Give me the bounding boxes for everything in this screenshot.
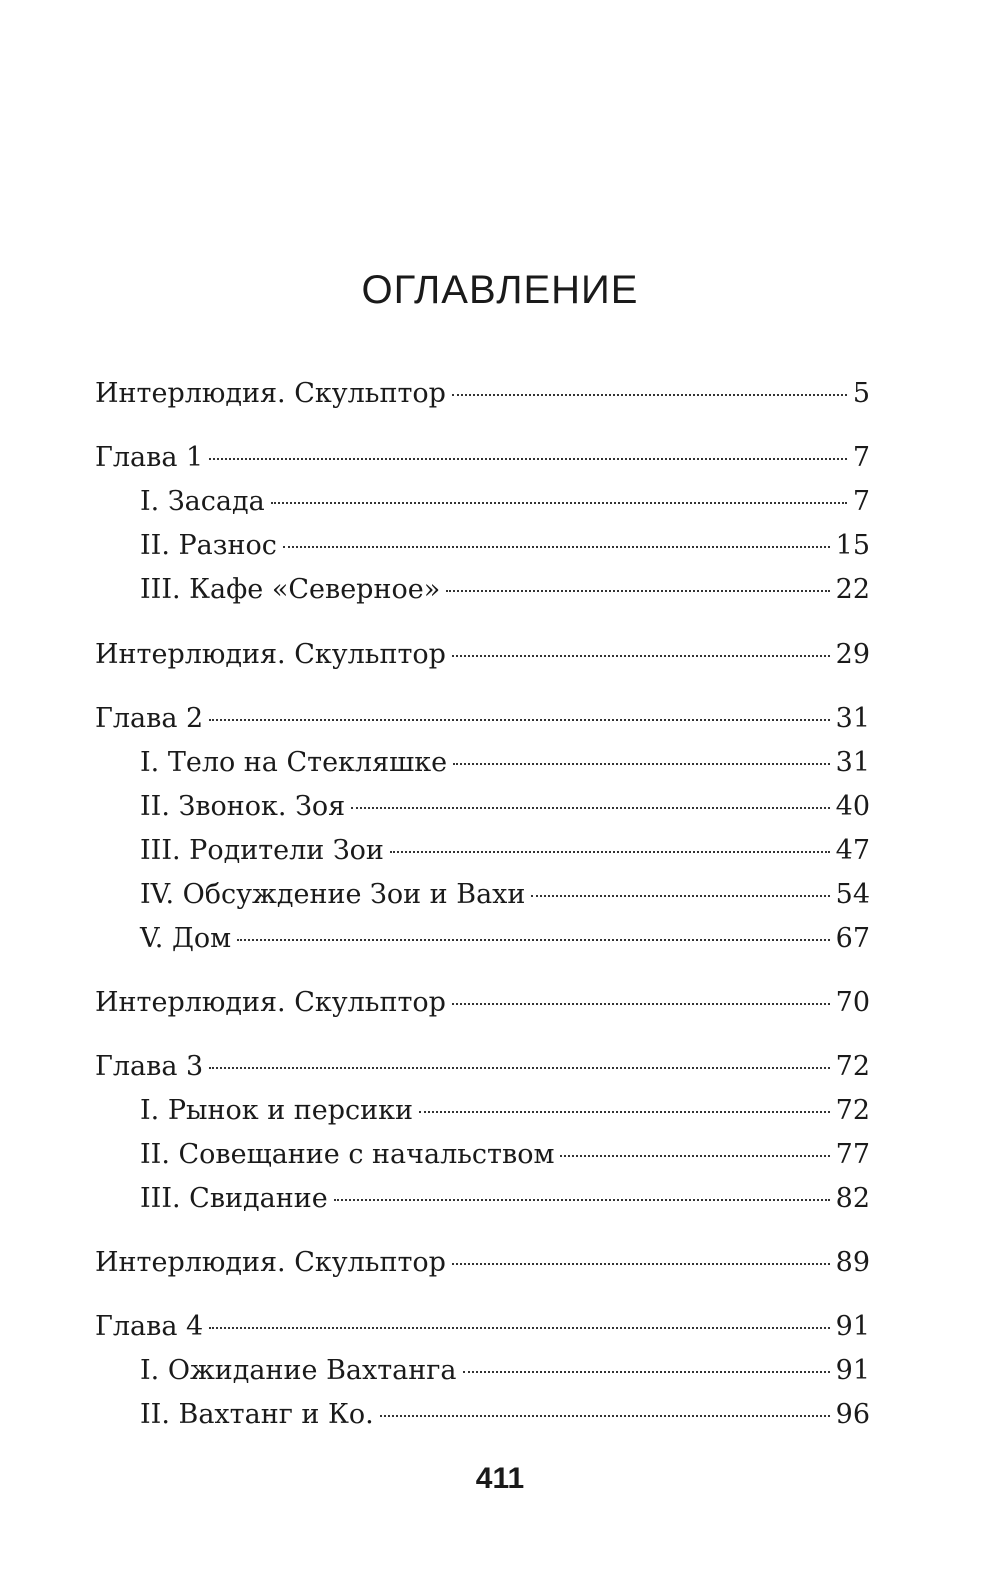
toc-entry-page: 70 [835, 987, 870, 1018]
toc-entry [140, 1397, 870, 1433]
dot-leader [446, 590, 829, 592]
dot-leader [390, 851, 830, 853]
page-number: 411 [475, 1462, 525, 1495]
toc-entry [140, 1353, 870, 1389]
dot-leader [271, 502, 847, 504]
toc-entry-label: I. Рынок и персики [140, 1095, 414, 1126]
toc-entry-label: Глава 4 [95, 1311, 204, 1342]
dot-leader [380, 1415, 830, 1417]
toc-entry [140, 1137, 870, 1173]
toc-entry [140, 745, 870, 781]
toc-entry [95, 985, 870, 1021]
dot-leader [334, 1199, 830, 1201]
toc-entry [140, 877, 870, 913]
toc-entry-page: 5 [852, 378, 870, 409]
page-title: ОГЛАВЛЕНИЕ [361, 268, 639, 312]
toc-entry-label: V. Дом [140, 923, 232, 954]
toc-entry-page: 72 [835, 1051, 870, 1082]
toc-entry-page: 91 [835, 1355, 870, 1386]
dot-leader [531, 895, 829, 897]
toc-entry-page: 54 [835, 879, 870, 910]
toc-entry-label: Интерлюдия. Скульптор [95, 987, 446, 1018]
toc-entry [95, 637, 870, 673]
toc-entry [140, 789, 870, 825]
dot-leader [419, 1111, 830, 1113]
toc-entry-page: 31 [835, 747, 870, 778]
toc-entry-page: 67 [835, 923, 870, 954]
dot-leader [452, 1263, 830, 1265]
toc-entry [95, 1049, 870, 1085]
toc-entry-label: III. Свидание [140, 1183, 328, 1214]
toc-entry-page: 89 [835, 1247, 870, 1278]
dot-leader [209, 1067, 829, 1069]
toc-entry [140, 1181, 870, 1217]
dot-leader [351, 807, 829, 809]
toc-entry-label: II. Вахтанг и Ко. [140, 1399, 374, 1430]
toc-entry-page: 7 [852, 442, 870, 473]
toc-entry-label: Интерлюдия. Скульптор [95, 1247, 446, 1278]
dot-leader [209, 458, 847, 460]
dot-leader [237, 939, 829, 941]
dot-leader [283, 546, 830, 548]
toc-entry-label: Глава 2 [95, 703, 204, 734]
toc-entry-label: II. Звонок. Зоя [140, 791, 346, 822]
dot-leader [209, 1327, 829, 1329]
dot-leader [560, 1155, 829, 1157]
dot-leader [452, 1003, 830, 1005]
dot-leader [452, 394, 847, 396]
toc-entry [140, 528, 870, 564]
dot-leader [463, 1371, 830, 1373]
dot-leader [209, 719, 829, 721]
toc-entry-label: III. Родители Зои [140, 835, 384, 866]
toc-entry-label: I. Тело на Стекляшке [140, 747, 448, 778]
toc-entry-page: 22 [835, 574, 870, 605]
toc-entry [140, 484, 870, 520]
toc-entry-label: Глава 3 [95, 1051, 204, 1082]
toc-entry [95, 701, 870, 737]
toc-entry [140, 1093, 870, 1129]
dot-leader [453, 763, 830, 765]
toc-entry-label: Интерлюдия. Скульптор [95, 378, 446, 409]
toc-entry-page: 15 [835, 530, 870, 561]
toc-entry-label: Интерлюдия. Скульптор [95, 639, 446, 670]
toc-entry-page: 91 [835, 1311, 870, 1342]
toc-entry-page: 77 [835, 1139, 870, 1170]
toc-entry-label: III. Кафе «Северное» [140, 574, 441, 605]
toc-entry [95, 1309, 870, 1345]
toc-entry [95, 376, 870, 412]
toc-entry [95, 1245, 870, 1281]
toc-entry-page: 72 [835, 1095, 870, 1126]
toc-entry-label: I. Ожидание Вахтанга [140, 1355, 457, 1386]
toc-entry-page: 29 [835, 639, 870, 670]
toc-entry [140, 921, 870, 957]
toc-entry-label: II. Совещание с начальством [140, 1139, 555, 1170]
dot-leader [452, 655, 830, 657]
toc-entry [95, 440, 870, 476]
toc-entry [140, 572, 870, 608]
toc-entry-page: 31 [835, 703, 870, 734]
toc-entry-page: 40 [835, 791, 870, 822]
toc-entry-page: 96 [835, 1399, 870, 1430]
table-of-contents [95, 0, 870, 1586]
toc-entry-page: 7 [852, 486, 870, 517]
toc-entry-label: Глава 1 [95, 442, 204, 473]
toc-entry-page: 82 [835, 1183, 870, 1214]
toc-entry [140, 833, 870, 869]
toc-entry-label: I. Засада [140, 486, 265, 517]
toc-entry-label: IV. Обсуждение Зои и Вахи [140, 879, 526, 910]
toc-entry-page: 47 [835, 835, 870, 866]
toc-entry-label: II. Разнос [140, 530, 277, 561]
